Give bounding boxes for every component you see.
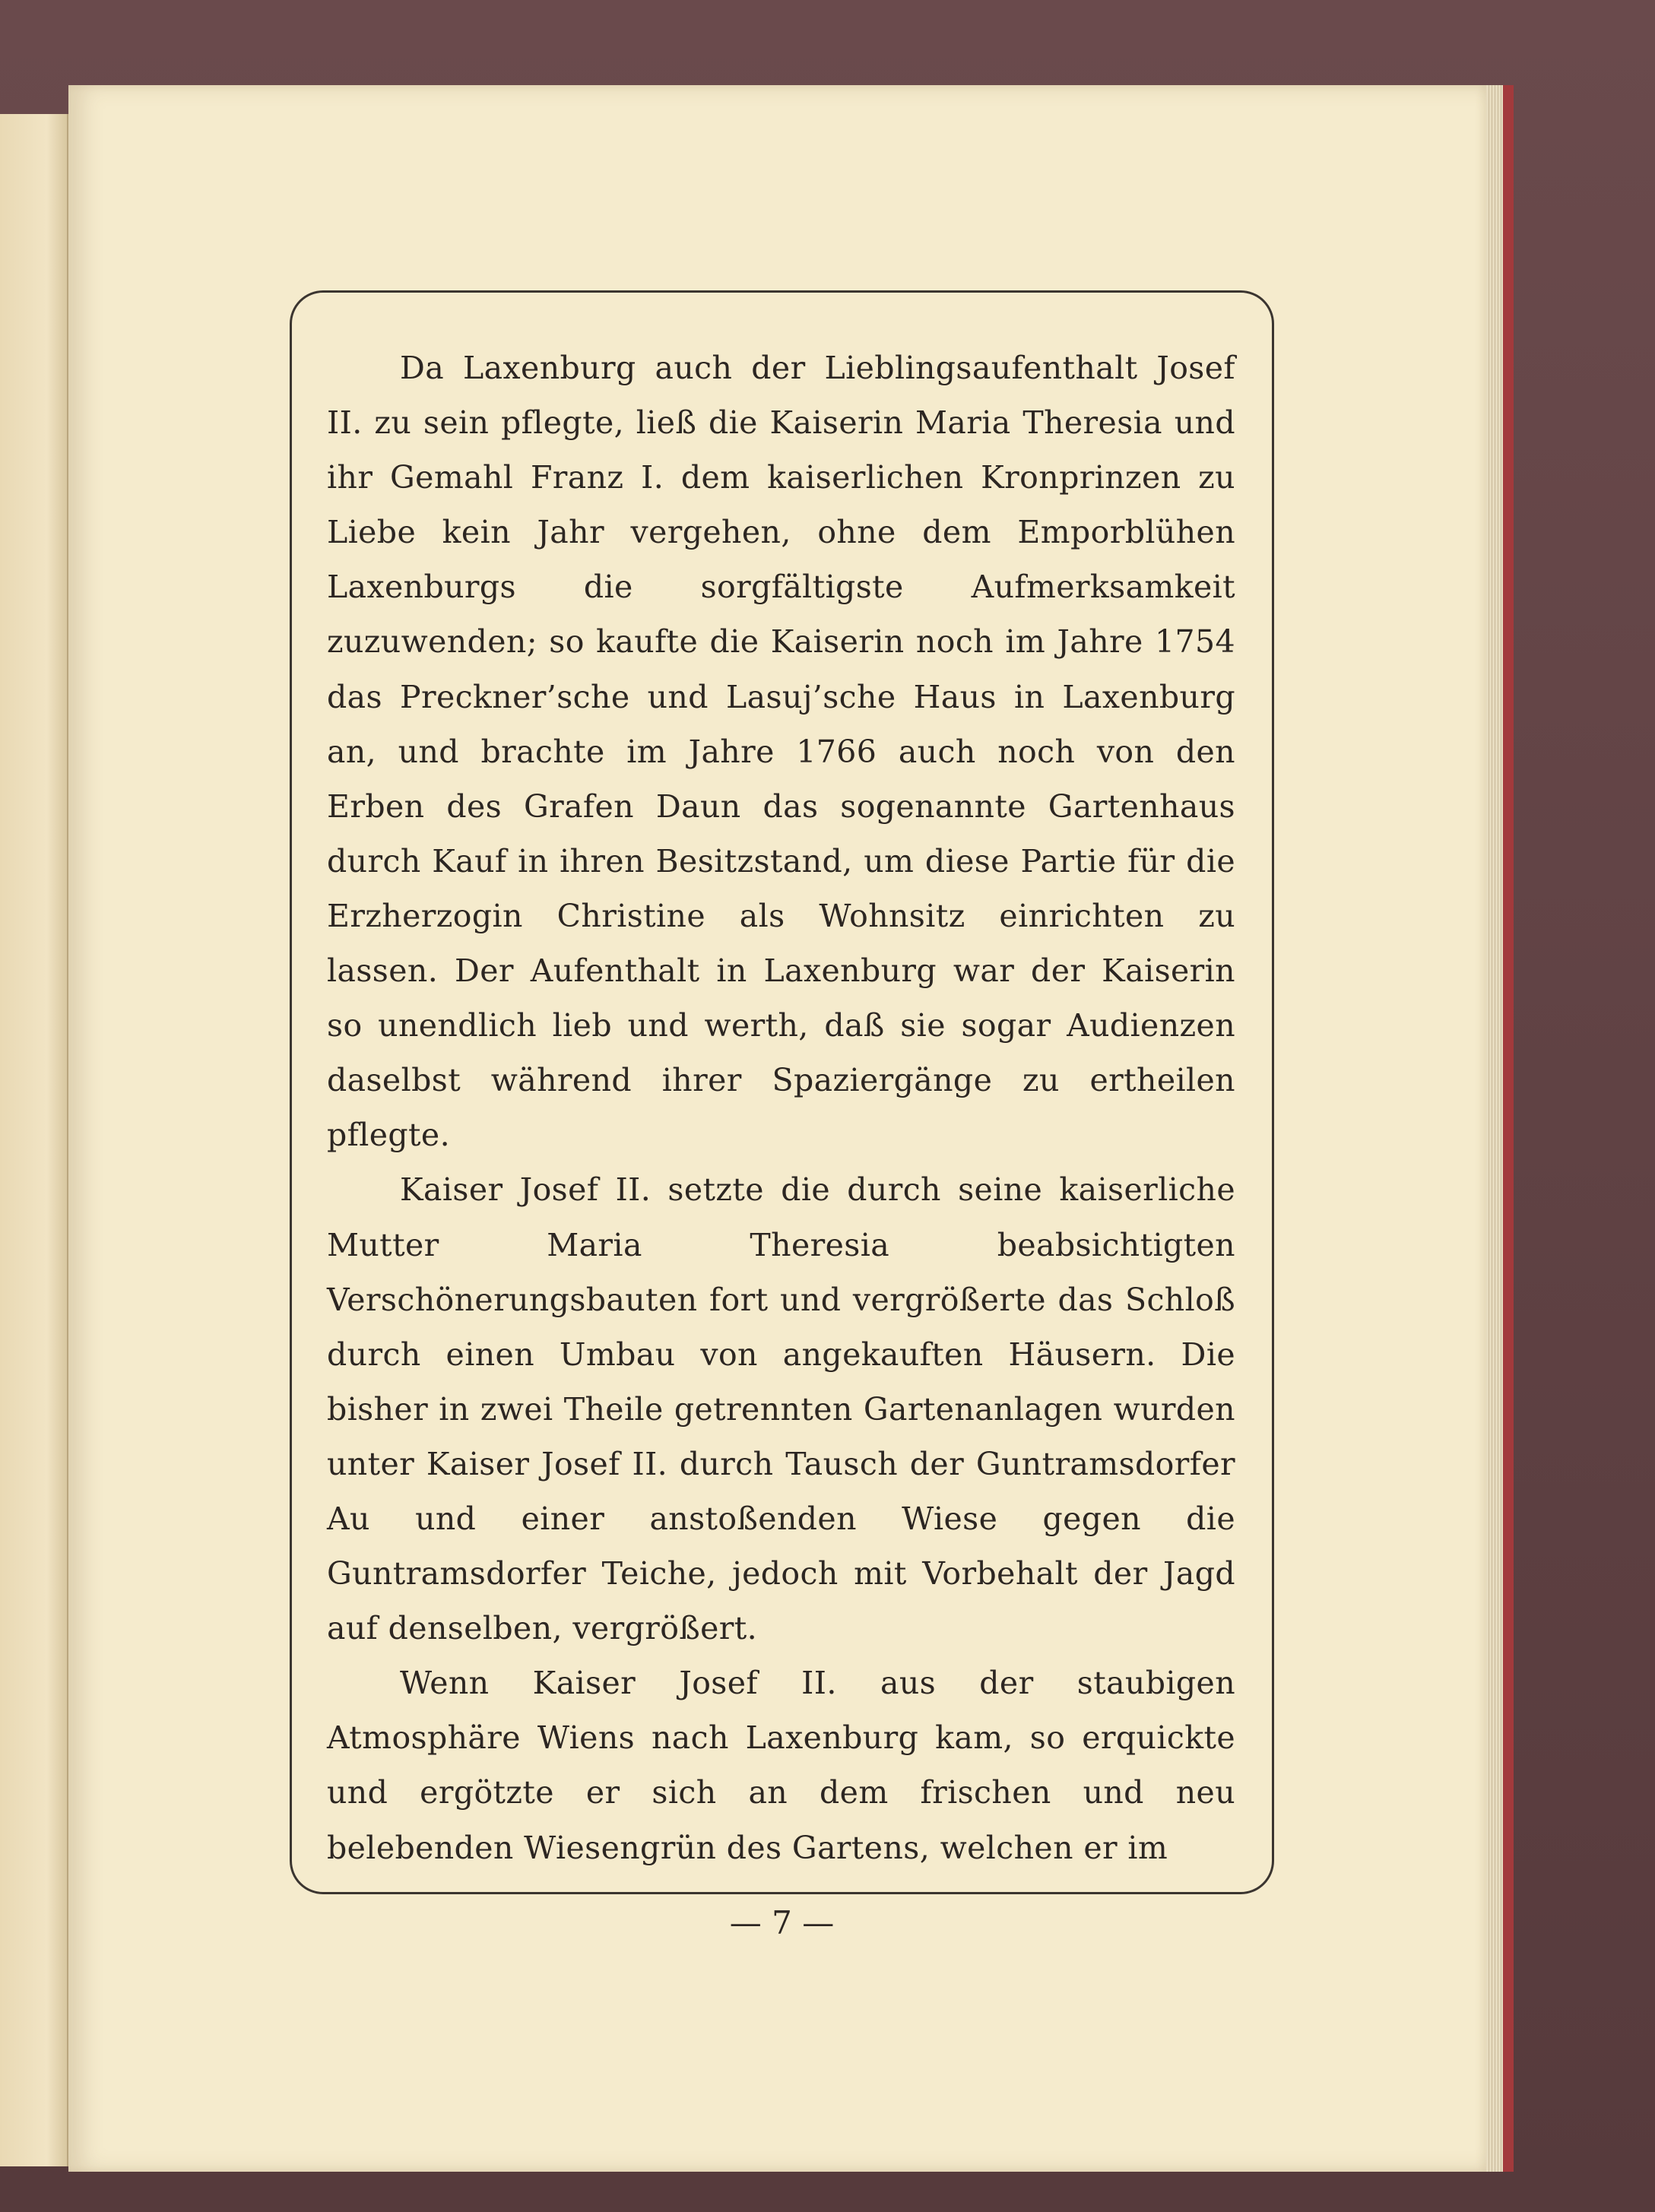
- body-text: [327, 341, 1235, 1875]
- paragraph-3: Wenn Kaiser Josef II. aus der staubigen Atmosphäre Wiens nach Laxenburg kam, so erquickte und ergötzte er sich an dem frischen und neu belebenden Wiesengrün des Gartens, welchen er im: [327, 1665, 1235, 1866]
- page-number: — 7 —: [729, 1904, 835, 1941]
- red-page-edge: [1503, 85, 1514, 2172]
- paragraph-2: Kaiser Josef II. setzte die durch seine kaiserliche Mutter Maria Theresia beabsichtigten Verschönerungsbauten fort und vergrößerte das Schloß durch einen Umbau von angekauften Häusern. Die bisher in zwei Theile getrennten Gartenanlagen wurden unter Kaiser Josef II. durch Tausch der Guntramsdorfer Au und einer anstoßenden Wiese gegen die Guntramsdorfer Teiche, jedoch mit Vorbehalt der Jagd auf denselben, vergrößert.: [327, 1171, 1235, 1647]
- left-page-edge: [0, 114, 68, 2166]
- paragraph-1: Da Laxenburg auch der Lieblingsaufenthalt Josef II. zu sein pflegte, ließ die Kaiserin Maria Theresia und ihr Gemahl Franz I. dem kaiserlichen Kronprinzen zu Liebe kein Jahr vergehen, ohne dem Emporblühen Laxenburgs die sorgfältigste Aufmerksamkeit zuzuwenden; so kaufte die Kaiserin noch im Jahre 1754 das Preckner’sche und Lasuj’sche Haus in Laxenburg an, und brachte im Jahre 1766 auch noch von den Erben des Grafen Daun das sogenannte Gartenhaus durch Kauf in ihren Besitzstand, um diese Partie für die Erzherzogin Christine als Wohnsitz einrichten zu lassen. Der Aufenthalt in Laxenburg war der Kaiserin so unendlich lieb und werth, daß sie sogar Audienzen daselbst während ihrer Spaziergänge zu ertheilen pflegte.: [327, 350, 1235, 1154]
- page-stack-edge: [1486, 85, 1503, 2172]
